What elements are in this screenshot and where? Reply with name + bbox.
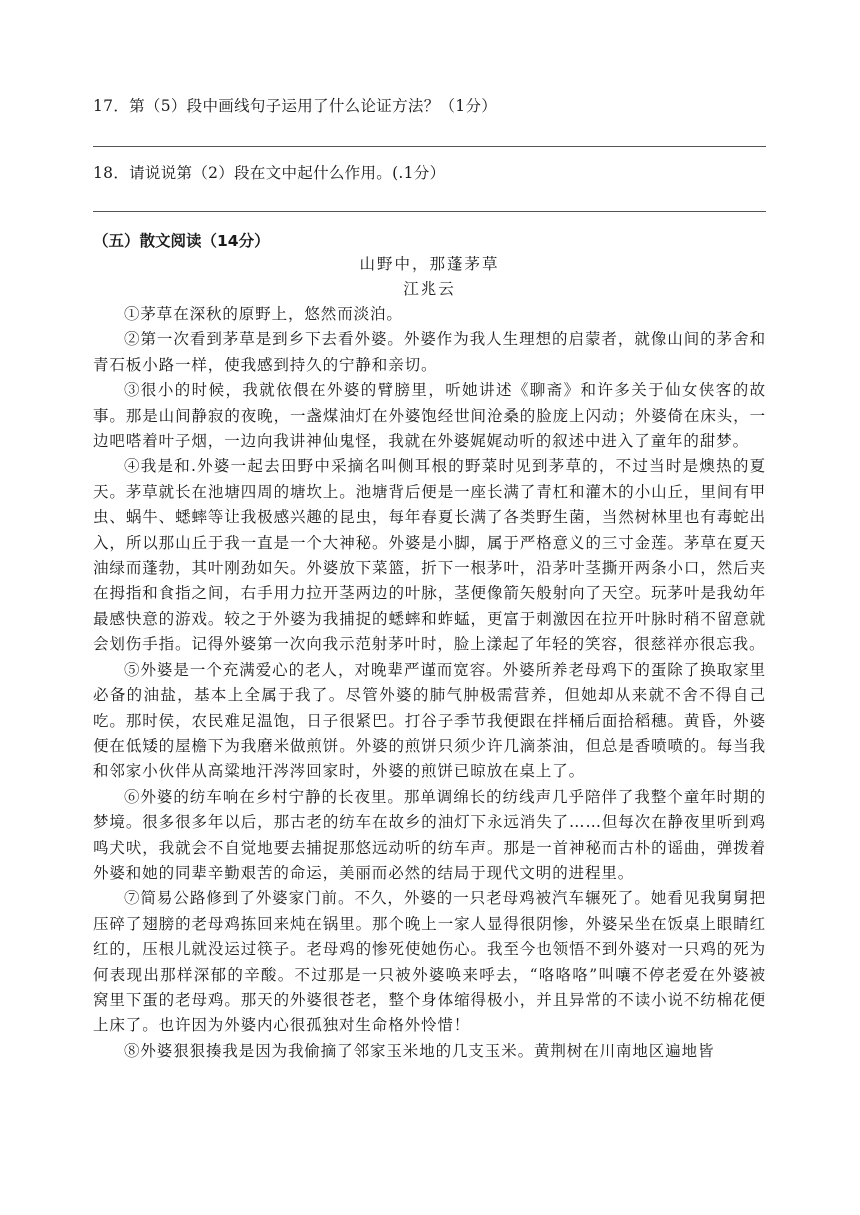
paragraph-5: ⑤外婆是一个充满爱心的老人，对晚辈严谨而宽容。外婆所养老母鸡下的蛋除了换取家里必备的油盐，基本上全属于我了。尽管外婆的肺气肿极需营养，但她却从来就不舍不得自己吃。那时侯，农民难足温饱，日子很紧巴。打谷子季节我便跟在拌桶后面拾稻穗。黄昏，外婆便在低矮的屋檐下为我磨米做煎饼。外婆的煎饼只须少许几滴茶油，但总是香喷喷的。每当我和邻家小伙伴从高粱地汗涔涔回家时，外婆的煎饼已晾放在桌上了。 xyxy=(93,660,766,781)
paragraph-6: ⑥外婆的纺车响在乡村宁静的长夜里。那单调绵长的纺线声几乎陪伴了我整个童年时期的梦境。很多很多年以后，那古老的纺车在故乡的油灯下永远消失了……但每次在静夜里听到鸡鸣犬吠，我就会不自觉地要去捕捉那悠远动听的纺车声。那是一首神秘而古朴的谣曲，弹拨着外婆和她的同辈辛勤艰苦的命运，美丽而必然的结局于现代文明的进程里。 xyxy=(93,787,766,882)
answer-line xyxy=(93,211,766,212)
question-number: 17． xyxy=(93,97,130,115)
answer-line xyxy=(93,146,766,147)
question-text: 第（5）段中画线句子运用了什么论证方法？（1分） xyxy=(129,97,498,115)
question-18 xyxy=(93,161,445,183)
question-17 xyxy=(93,94,497,116)
paragraph-8: ⑧外婆狠狠揍我是因为我偷摘了邻家玉米地的几支玉米。黄荆树在川南地区遍地皆 xyxy=(124,1041,715,1060)
article-author: 江兆云 xyxy=(403,280,456,298)
question-text: 请说说第（2）段在文中起什么作用。(.1分） xyxy=(129,164,446,182)
paragraph-4: ④我是和.外婆一起去田野中采摘名叫侧耳根的野菜时见到茅草的，不过当时是燠热的夏天。茅草就长在池塘四周的塘坎上。池塘背后便是一座长满了青杠和灌木的小山丘，里间有甲虫、蜗牛、蟋蟀等让我极感兴趣的昆虫，每年春夏长满了各类野生菌，当然树林里也有毒蛇出入，所以那山丘于我一直是一个大神秘。外婆是小脚，属于严格意义的三寸金莲。茅草在夏天油绿而蓬勃，其叶刚劲如矢。外婆放下菜篮，折下一根茅叶，沿茅叶茎撕开两条小口，然后夹在拇指和食指之间，右手用力拉开茎两边的叶脉，茎便像箭矢般射向了天空。玩茅叶是我幼年最感快意的游戏。较之于外婆为我捕捉的蟋蟀和蚱蜢，更富于刺激因在拉开叶脉时稍不留意就会划伤手指。记得外婆第一次向我示范射茅叶时，脸上漾起了年轻的笑容，很慈祥亦很忘我。 xyxy=(93,457,766,654)
paragraph-7: ⑦简易公路修到了外婆家门前。不久，外婆的一只老母鸡被汽车辗死了。她看见我舅舅把压碎了翅膀的老母鸡拣回来炖在锅里。那个晚上一家人显得很阴惨，外婆呆坐在饭桌上眼睛红红的，压根儿就没运过筷子。老母鸡的惨死使她伤心。我至今也领悟不到外婆对一只鸡的死为何表现出那样深郁的辛酸。不过那是一只被外婆唤来呼去，“咯咯咯”叫嚷不停老爱在外婆被窝里下蛋的老母鸡。那天的外婆很苍老，整个身体缩得极小，并且异常的不读小说不纺棉花便上床了。也许因为外婆内心很孤独对生命格外怜惜！ xyxy=(93,889,766,1035)
paragraph-3: ③很小的时候，我就依偎在外婆的臂膀里，听她讲述《聊斋》和许多关于仙女侠客的故事。那是山间静寂的夜晚，一盏煤油灯在外婆饱经世间沧桑的脸庞上闪动；外婆倚在床头，一边吧嗒着叶子烟，一边向我讲神仙鬼怪，我就在外婆娓娓动听的叙述中进入了童年的甜梦。 xyxy=(93,381,766,451)
article-title: 山野中，那蓬茅草 xyxy=(359,255,500,273)
question-number: 18． xyxy=(93,164,130,182)
paragraph-2: ②第一次看到茅草是到乡下去看外婆。外婆作为我人生理想的启蒙者，就像山间的茅舍和青石板小路一样，使我感到持久的宁静和亲切。 xyxy=(93,330,766,374)
section-title: （五）散文阅读（14分） xyxy=(93,232,270,250)
paragraph-1: ①茅草在深秋的原野上，悠然而淡泊。 xyxy=(124,305,403,323)
article-body xyxy=(93,302,766,1064)
